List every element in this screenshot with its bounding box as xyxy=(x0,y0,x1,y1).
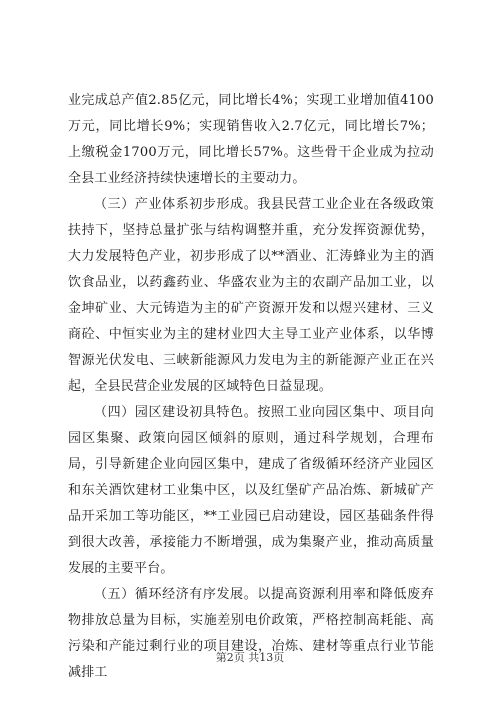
paragraph-output-stats: 业完成总产值2.85亿元，同比增长4%；实现工业增加值4100万元，同比增长9%；实现销售收入2.7亿元，同比增长7%；上缴税金1700万元，同比增长57%。这些骨干企业成为拉动全县工业经济持续快速增长的主要动力。 xyxy=(68,93,434,186)
paragraph-park-construction: （四）园区建设初具特色。按照工业向园区集中、项目向园区集聚、政策向园区倾斜的原则，通过科学规划，合理布局，引导新建企业向园区集中，建成了省级循环经济产业园区和东关酒饮建材工业集中区，以及红堡矿产品冶炼、新城矿产品开采加工等功能区，**工业园已启动建设，园区基础条件得到很大改善，承接能力不断增强，成为集聚产业，推动高质量发展的主要平台。 xyxy=(68,405,434,576)
paragraph-industry-system: （三）产业体系初步形成。我县民营工业企业在各级政策扶持下，坚持总量扩张与结构调整并重，充分发挥资源优势，大力发展特色产业，初步形成了以**酒业、汇涛蜂业为主的酒饮食品业，以药鑫药业、华盛农业为主的农副产品加工业，以金坤矿业、大元铸造为主的矿产资源开发和以煜兴建材、三义商砼、中恒实业为主的建材业四大主导工业产业体系，以华博智源光伏发电、三峡新能源风力发电为主的新能源产业正在兴起，全县民营企业发展的区域特色日益显现。 xyxy=(68,197,434,394)
page-number-footer: 第2页 共13页 xyxy=(215,651,285,664)
paragraph-circular-economy: （五）循环经济有序发展。以提高资源利用率和降低废弃物排放总量为目标，实施差别电价政策，严格控制高耗能、高污染和产能过剩行业的项目建设，冶炼、建材等重点行业节能减排工 xyxy=(68,587,434,680)
document-body xyxy=(68,88,434,686)
